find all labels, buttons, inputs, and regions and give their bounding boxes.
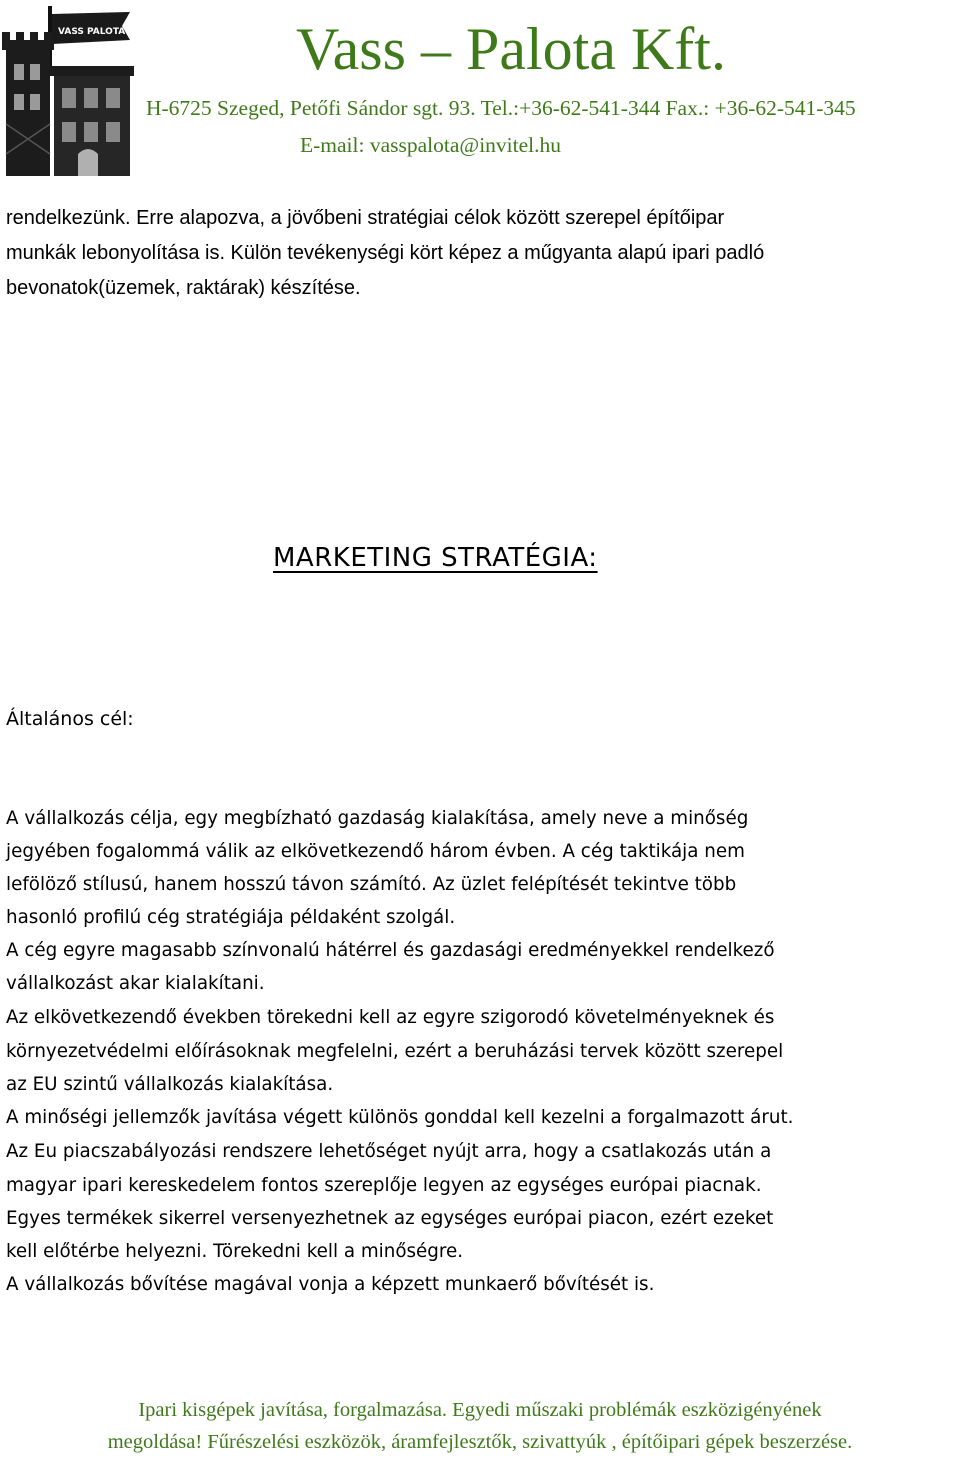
body-line: Az Eu piacszabályozási rendszere lehetőséget nyújt arra, hogy a csatlakozás után a [6, 1141, 772, 1162]
subsection-heading: Általános cél: [6, 708, 134, 730]
company-logo [0, 4, 135, 176]
body-line: hasonló profilú cég stratégiája példaként szolgál. [6, 907, 456, 928]
body-line: vállalkozást akar kialakítani. [6, 973, 265, 994]
body-line: A cég egyre magasabb színvonalú hátérrel és gazdasági eredményekkel rendelkező [6, 940, 775, 961]
company-address: H-6725 Szeged, Petőfi Sándor sgt. 93. Tel.:+36-62-541-344 Fax.: +36-62-541-345 [146, 96, 856, 120]
body-line: A vállalkozás bővítése magával vonja a képzett munkaerő bővítését is. [6, 1274, 655, 1295]
logo-text: VASS PALOTA [58, 27, 126, 37]
body-line: magyar ipari kereskedelem fontos szereplője legyen az egységes európai piacnak. [6, 1175, 762, 1196]
section-heading: MARKETING STRATÉGIA: [273, 543, 598, 573]
body-line: A minőségi jellemzők javítása végett különös gonddal kell kezelni a forgalmazott árut. [6, 1107, 794, 1128]
company-name: Vass – Palota Kft. [296, 16, 726, 82]
intro-line: rendelkezünk. Erre alapozva, a jövőbeni stratégiai célok között szerepel építőipar [6, 207, 725, 229]
company-email: E-mail: vasspalota@invitel.hu [300, 133, 562, 157]
intro-line: bevonatok(üzemek, raktárak) készítése. [6, 277, 361, 299]
body-line: környezetvédelmi előírásoknak megfelelni, ezért a beruházási tervek között szerepel [6, 1041, 784, 1062]
body-line: jegyében fogalommá válik az elkövetkezendő három évben. A cég taktikája nem [6, 841, 745, 862]
body-line: az EU szintű vállalkozás kialakítása. [6, 1074, 334, 1095]
intro-line: munkák lebonyolítása is. Külön tevékenységi kört képez a műgyanta alapú ipari padló [6, 242, 765, 264]
body-line: Egyes termékek sikerrel versenyezhetnek az egységes európai piacon, ezért ezeket [6, 1208, 774, 1229]
footer-line: Ipari kisgépek javítása, forgalmazása. Egyedi műszaki problémák eszközigényének [138, 1399, 822, 1421]
body-line: A vállalkozás célja, egy megbízható gazdaság kialakítása, amely neve a minőség [6, 808, 749, 829]
body-line: lefölöző stílusú, hanem hosszú távon számító. Az üzlet felépítését tekintve több [6, 874, 737, 895]
footer-line: megoldása! Fűrészelési eszközök, áramfejlesztők, szivattyúk , építőipari gépek beszerzése. [107, 1431, 853, 1453]
body-line: kell előtérbe helyezni. Törekedni kell a minőségre. [6, 1241, 464, 1262]
body-line: Az elkövetkezendő években törekedni kell az egyre szigorodó követelményeknek és [6, 1007, 775, 1028]
